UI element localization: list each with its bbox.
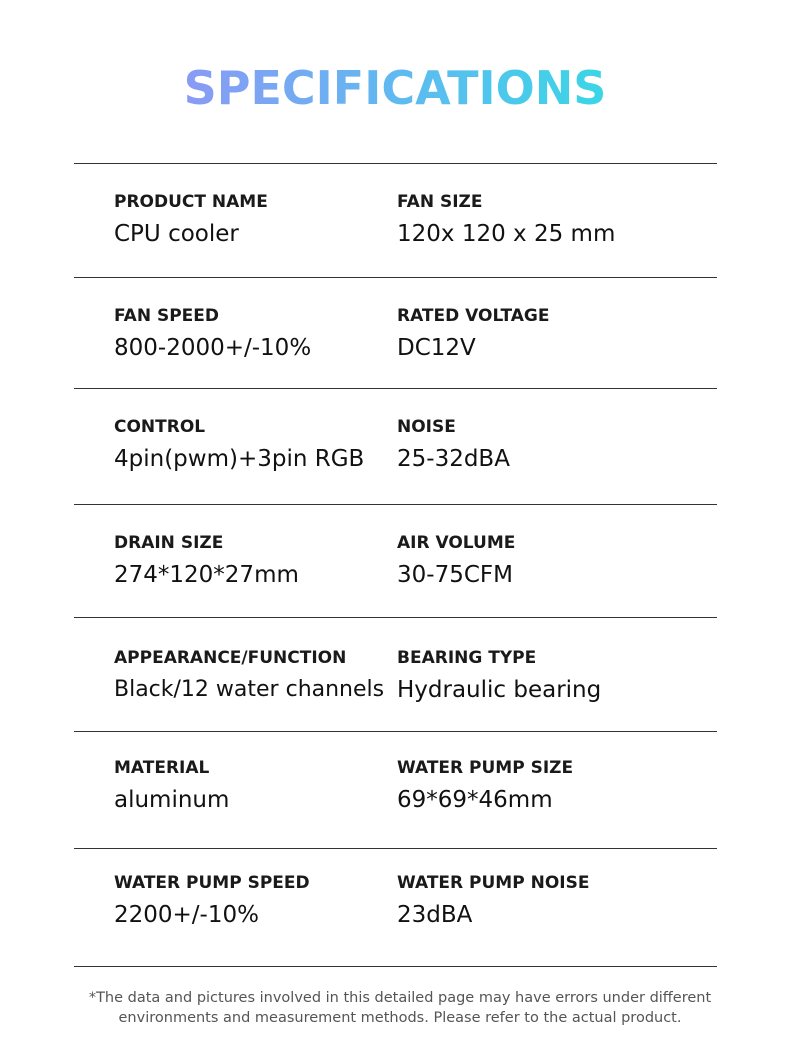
spec-row <box>74 164 717 278</box>
page-title: SPECIFICATIONS <box>184 58 607 118</box>
spec-value: 800-2000+/-10% <box>114 335 312 361</box>
disclaimer-footnote <box>60 988 740 1028</box>
spec-row <box>74 618 717 732</box>
footnote-line-1: *The data and pictures involved in this detailed page may have errors under different <box>88 990 712 1006</box>
spec-row <box>74 389 717 505</box>
spec-value: 25-32dBA <box>397 446 510 472</box>
spec-row <box>74 849 717 967</box>
spec-label: FAN SIZE <box>397 192 483 212</box>
spec-row <box>74 505 717 618</box>
spec-label: WATER PUMP SIZE <box>397 758 574 778</box>
spec-label: WATER PUMP SPEED <box>114 873 310 893</box>
spec-row <box>74 278 717 389</box>
spec-label: FAN SPEED <box>114 306 220 326</box>
spec-value: aluminum <box>114 787 230 813</box>
spec-label: RATED VOLTAGE <box>397 306 550 326</box>
footnote-line-2: environments and measurement methods. Please refer to the actual product. <box>118 1010 682 1026</box>
title-container <box>0 58 790 118</box>
spec-value: 2200+/-10% <box>114 902 259 928</box>
spec-label: APPEARANCE/FUNCTION <box>114 648 347 668</box>
spec-label: AIR VOLUME <box>397 533 516 553</box>
spec-value: DC12V <box>397 335 476 361</box>
spec-label: NOISE <box>397 417 456 437</box>
spec-label: MATERIAL <box>114 758 210 778</box>
spec-value: 30-75CFM <box>397 562 513 588</box>
spec-value: Black/12 water channels <box>114 677 385 702</box>
spec-value: 274*120*27mm <box>114 562 299 588</box>
spec-value: 23dBA <box>397 902 473 928</box>
spec-label: WATER PUMP NOISE <box>397 873 590 893</box>
spec-value: CPU cooler <box>114 221 239 247</box>
spec-label: BEARING TYPE <box>397 648 537 668</box>
spec-value: Hydraulic bearing <box>397 677 602 703</box>
spec-label: CONTROL <box>114 417 206 437</box>
spec-value: 4pin(pwm)+3pin RGB <box>114 446 365 472</box>
spec-value: 69*69*46mm <box>397 787 553 813</box>
spec-value: 120x 120 x 25 mm <box>397 221 616 247</box>
spec-label: PRODUCT NAME <box>114 192 268 212</box>
spec-row <box>74 732 717 849</box>
spec-label: DRAIN SIZE <box>114 533 224 553</box>
spec-table <box>74 163 717 967</box>
